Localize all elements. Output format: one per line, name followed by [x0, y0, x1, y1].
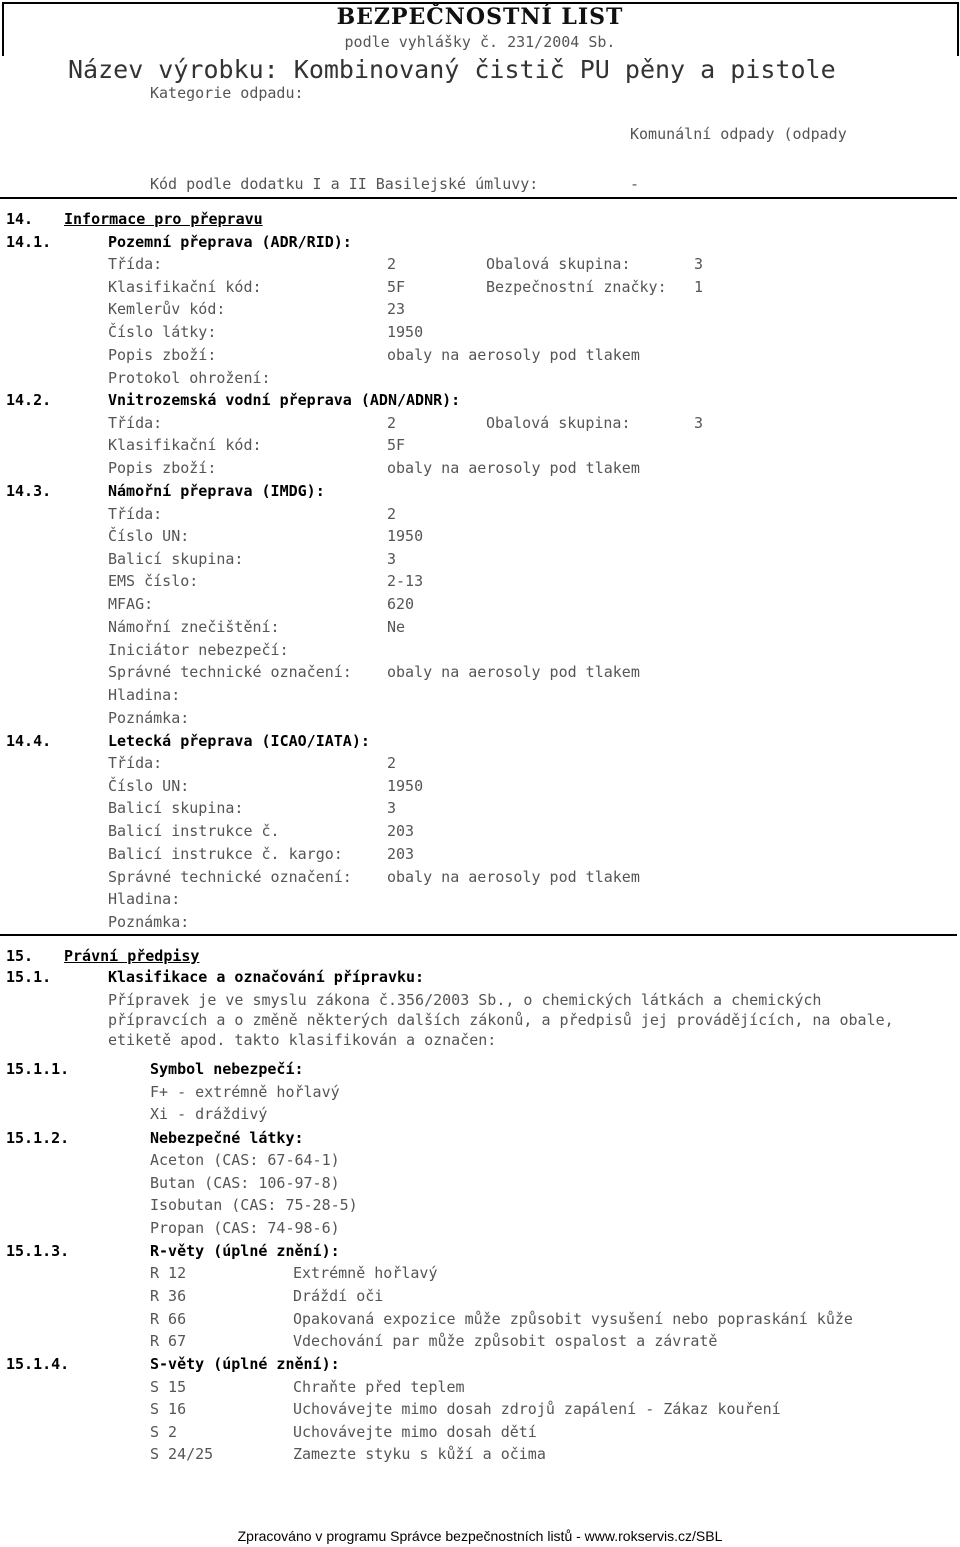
- field-value: obaly na aerosoly pod tlakem: [387, 346, 640, 364]
- subsection-number: 15.1.: [6, 968, 52, 986]
- field-label: Hladina:: [108, 890, 181, 908]
- field-value: 3: [387, 799, 397, 817]
- substance-item: Isobutan (CAS: 75-28-5): [150, 1196, 358, 1214]
- s-phrase-text: Uchovávejte mimo dosah zdrojů zapálení - Zákaz kouření: [293, 1400, 781, 1418]
- field-label: Balicí instrukce č. kargo:: [108, 845, 343, 863]
- subsection-title: Letecká přeprava (ICAO/IATA):: [108, 732, 370, 750]
- field-value: 2: [387, 255, 397, 273]
- r-phrase-text: Dráždí oči: [293, 1287, 384, 1305]
- field-label: Popis zboží:: [108, 459, 217, 477]
- waste-category-value: [630, 84, 930, 176]
- field-label: Poznámka:: [108, 709, 190, 727]
- field-value: 203: [387, 845, 415, 863]
- substance-item: Propan (CAS: 74-98-6): [150, 1219, 340, 1237]
- field-value: 203: [387, 822, 415, 840]
- subsection-title: S-věty (úplné znění):: [150, 1355, 340, 1373]
- s-phrase-code: S 2: [150, 1423, 178, 1441]
- r-phrase-text: Extrémně hořlavý: [293, 1264, 438, 1282]
- s-phrase-text: Chraňte před teplem: [293, 1378, 465, 1396]
- field-label: Třída:: [108, 414, 163, 432]
- field-value: 2-13: [387, 572, 424, 590]
- subsection-title: R-věty (úplné znění):: [150, 1242, 340, 1260]
- subsection-title: Pozemní přeprava (ADR/RID):: [108, 233, 352, 251]
- section-divider: [0, 934, 957, 936]
- field-label: Obalová skupina:: [486, 414, 631, 432]
- field-value: 2: [387, 505, 397, 523]
- subsection-number: 15.1.3.: [6, 1242, 70, 1260]
- field-value: obaly na aerosoly pod tlakem: [387, 868, 640, 886]
- hazard-symbol-item: F+ - extrémně hořlavý: [150, 1083, 340, 1101]
- field-label: Poznámka:: [108, 913, 190, 931]
- r-phrase-text: Vdechování par může způsobit ospalost a závratě: [293, 1332, 718, 1350]
- field-label: Bezpečnostní značky:: [486, 278, 667, 296]
- field-value: 1950: [387, 527, 424, 545]
- field-label: Číslo látky:: [108, 323, 217, 341]
- field-value: 3: [694, 414, 704, 432]
- basel-code-value: -: [630, 175, 640, 193]
- s-phrase-text: Uchovávejte mimo dosah dětí: [293, 1423, 537, 1441]
- field-value: 5F: [387, 436, 406, 454]
- subsection-number: 15.1.1.: [6, 1060, 70, 1078]
- field-label: Číslo UN:: [108, 777, 190, 795]
- subsection-title: Symbol nebezpečí:: [150, 1060, 304, 1078]
- document-subtitle: podle vyhlášky č. 231/2004 Sb.: [344, 33, 616, 51]
- s-phrase-code: S 16: [150, 1400, 187, 1418]
- s-phrase-text: Zamezte styku s kůží a očima: [293, 1445, 546, 1463]
- field-label: Popis zboží:: [108, 346, 217, 364]
- field-label: EMS číslo:: [108, 572, 199, 590]
- footer-credit: Zpracováno v programu Správce bezpečnostních listů - www.rokservis.cz/SBL: [237, 1528, 723, 1544]
- field-value: 2: [387, 754, 397, 772]
- subsection-number: 14.4.: [6, 732, 52, 750]
- subsection-number: 14.1.: [6, 233, 52, 251]
- field-label: Hladina:: [108, 686, 181, 704]
- field-label: Třída:: [108, 505, 163, 523]
- r-phrase-code: R 12: [150, 1264, 187, 1282]
- subsection-number: 14.3.: [6, 482, 52, 500]
- subsection-title: Námořní přeprava (IMDG):: [108, 482, 325, 500]
- field-label: Třída:: [108, 255, 163, 273]
- field-value: obaly na aerosoly pod tlakem: [387, 459, 640, 477]
- r-phrase-code: R 66: [150, 1310, 187, 1328]
- subsection-title: Nebezpečné látky:: [150, 1129, 304, 1147]
- field-label: Balicí skupina:: [108, 550, 244, 568]
- field-label: MFAG:: [108, 595, 154, 613]
- substance-item: Aceton (CAS: 67-64-1): [150, 1151, 340, 1169]
- subsection-title: Klasifikace a označování přípravku:: [108, 968, 425, 986]
- field-label: Protokol ohrožení:: [108, 369, 271, 387]
- product-name: Název výrobku: Kombinovaný čistič PU pěny a pistole: [68, 55, 836, 84]
- basel-code-label: Kód podle dodatku I a II Basilejské úmluvy:: [150, 175, 539, 193]
- waste-category-label: Kategorie odpadu:: [150, 84, 304, 102]
- field-label: Obalová skupina:: [486, 255, 631, 273]
- r-phrase-code: R 67: [150, 1332, 187, 1350]
- substance-item: Butan (CAS: 106-97-8): [150, 1174, 340, 1192]
- field-label: Balicí instrukce č.: [108, 822, 280, 840]
- s-phrase-code: S 15: [150, 1378, 187, 1396]
- section-divider: [0, 197, 957, 199]
- subsection-number: 14.2.: [6, 391, 52, 409]
- classification-paragraph: Přípravek je ve smyslu zákona č.356/2003 Sb., o chemických látkách a chemických přípravcích a o změně některých dalších zákonů, a předpisů jej provádějících, na obale, etiketě apod. takto klasifikován a označen:: [108, 991, 894, 1049]
- document-title: BEZPEČNOSTNÍ LIST: [336, 4, 624, 30]
- field-value: 620: [387, 595, 415, 613]
- field-value: 1: [694, 278, 704, 296]
- waste-line: Komunální odpady (odpady: [630, 125, 847, 143]
- section-number: 15.: [6, 947, 34, 965]
- field-label: Číslo UN:: [108, 527, 190, 545]
- field-label: Kemlerův kód:: [108, 300, 226, 318]
- field-value: 2: [387, 414, 397, 432]
- field-label: Balicí skupina:: [108, 799, 244, 817]
- subsection-number: 15.1.2.: [6, 1129, 70, 1147]
- r-phrase-code: R 36: [150, 1287, 187, 1305]
- field-value: 23: [387, 300, 406, 318]
- field-value: 3: [387, 550, 397, 568]
- field-label: Iniciátor nebezpečí:: [108, 641, 289, 659]
- field-value: Ne: [387, 618, 406, 636]
- field-value: 1950: [387, 777, 424, 795]
- field-label: Správné technické označení:: [108, 663, 352, 681]
- r-phrase-text: Opakovaná expozice může způsobit vysušení nebo popraskání kůže: [293, 1310, 853, 1328]
- subsection-title: Vnitrozemská vodní přeprava (ADN/ADNR):: [108, 391, 461, 409]
- field-label: Klasifikační kód:: [108, 278, 262, 296]
- field-value: 5F: [387, 278, 406, 296]
- s-phrase-code: S 24/25: [150, 1445, 214, 1463]
- section-title: Právní předpisy: [64, 947, 200, 965]
- section-title: Informace pro přepravu: [64, 210, 263, 228]
- field-label: Třída:: [108, 754, 163, 772]
- field-value: obaly na aerosoly pod tlakem: [387, 663, 640, 681]
- hazard-symbol-item: Xi - dráždivý: [150, 1105, 268, 1123]
- field-value: 1950: [387, 323, 424, 341]
- section-number: 14.: [6, 210, 34, 228]
- field-label: Klasifikační kód:: [108, 436, 262, 454]
- field-value: 3: [694, 255, 704, 273]
- subsection-number: 15.1.4.: [6, 1355, 70, 1373]
- field-label: Správné technické označení:: [108, 868, 352, 886]
- field-label: Námořní znečištění:: [108, 618, 280, 636]
